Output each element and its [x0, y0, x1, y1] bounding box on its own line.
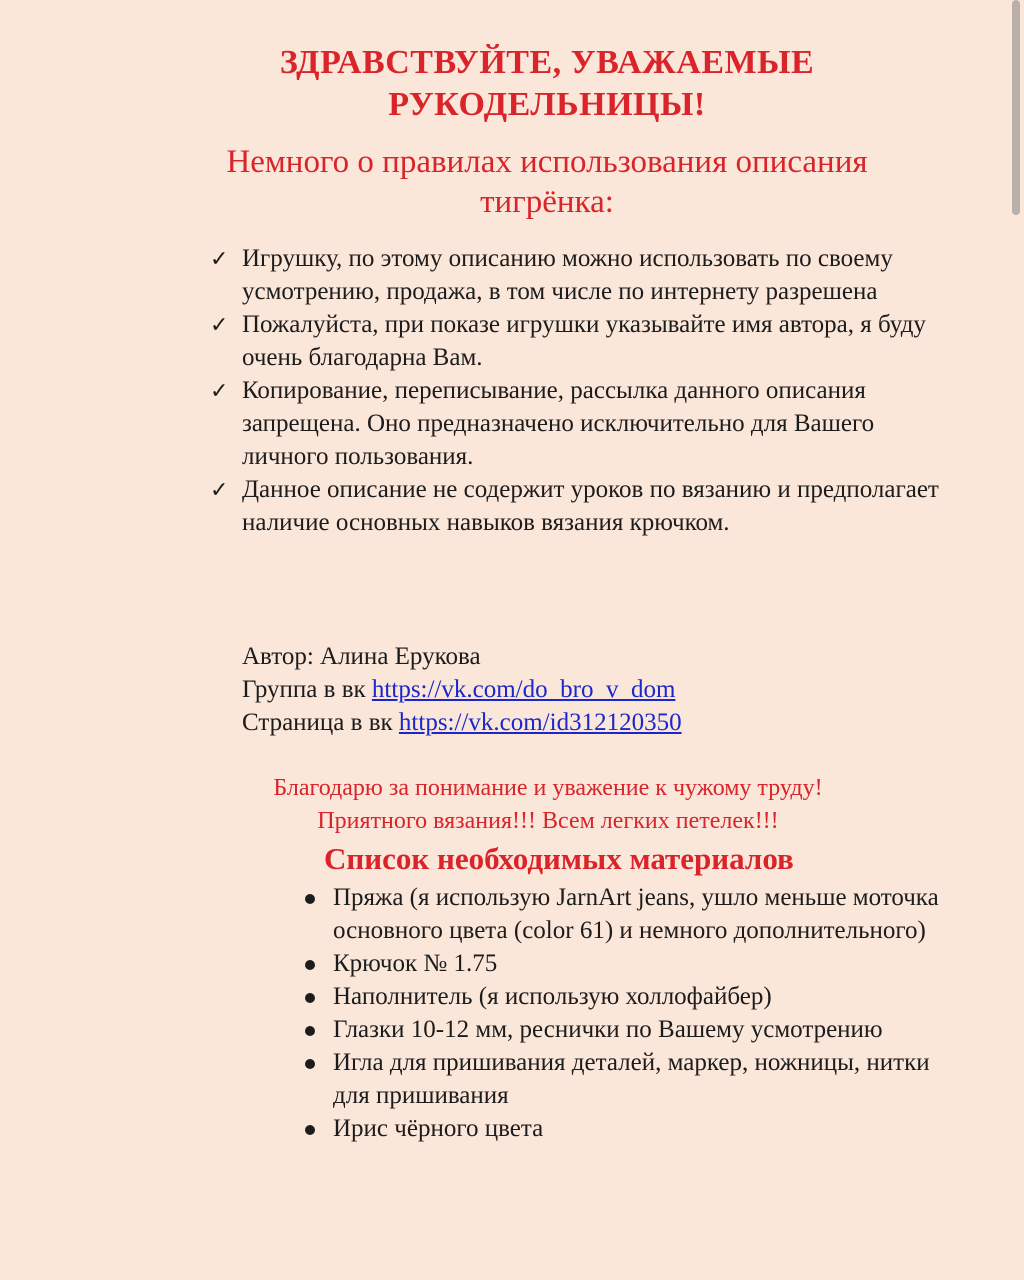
material-text: Наполнитель (я использую холлофайбер) [333, 983, 772, 1010]
bullet-icon [305, 993, 315, 1003]
bullet-icon [305, 1059, 315, 1069]
rules-list [210, 242, 950, 539]
material-item [300, 881, 950, 947]
material-item [300, 980, 950, 1013]
checkmark-icon: ✓ [210, 477, 229, 502]
checkmark-icon: ✓ [210, 378, 229, 403]
material-text: Ирис чёрного цвета [333, 1115, 544, 1142]
checkmark-icon: ✓ [210, 246, 229, 271]
author-name: Автор: Алина Ерукова [242, 643, 481, 670]
rule-text: Игрушку, по этому описанию можно использовать по своему усмотрению, продажа, в том числе по интернету разрешена [242, 245, 893, 305]
checkmark-icon: ✓ [210, 312, 229, 337]
rule-item [210, 242, 950, 308]
subtitle-line-1: Немного о правилах использования описания [226, 144, 868, 180]
bullet-icon [305, 960, 315, 970]
subtitle-line-2: тигрёнка: [480, 184, 614, 220]
rule-text: Пожалуйста, при показе игрушки указывайте имя автора, я буду очень благодарна Вам. [242, 311, 926, 371]
bullet-icon [305, 1026, 315, 1036]
rule-item [210, 308, 950, 374]
material-text: Крючок № 1.75 [333, 950, 498, 977]
page-link[interactable]: https://vk.com/id312120350 [398, 709, 682, 736]
title-line-2: РУКОДЕЛЬНИЦЫ! [388, 86, 706, 123]
material-text: Игла для пришивания деталей, маркер, ножницы, нитки для пришивания [333, 1049, 930, 1109]
page-subtitle [0, 142, 1024, 222]
author-page-line [242, 706, 942, 739]
material-item [300, 1013, 950, 1046]
group-link[interactable]: https://vk.com/do_bro_v_dom [371, 676, 676, 703]
materials-title: Список необходимых материалов [324, 841, 794, 876]
rule-item [210, 473, 950, 539]
page-label: Страница в вк [242, 709, 393, 736]
group-label: Группа в вк [242, 676, 366, 703]
bullet-icon [305, 894, 315, 904]
rule-text: Копирование, переписывание, рассылка данного описания запрещена. Оно предназначено исключительно для Вашего личного пользования. [242, 377, 875, 470]
material-text: Пряжа (я использую JarnArt jeans, ушло меньше моточка основного цвета (color 61) и немного дополнительного) [333, 884, 939, 944]
materials-list [300, 881, 950, 1145]
rule-text: Данное описание не содержит уроков по вязанию и предполагает наличие основных навыков вязания крючком. [242, 476, 939, 536]
title-line-1: ЗДРАВСТВУЙТЕ, УВАЖАЕМЫЕ [279, 44, 815, 81]
bullet-icon [305, 1125, 315, 1135]
thanks-line-1: Благодарю за понимание и уважение к чужому труду! [273, 775, 823, 801]
rule-item [210, 374, 950, 473]
page-title [0, 42, 1024, 126]
thanks-block [0, 772, 1024, 838]
material-item [300, 1046, 950, 1112]
material-item [300, 947, 950, 980]
material-text: Глазки 10-12 мм, реснички по Вашему усмотрению [333, 1016, 883, 1043]
author-group-line [242, 673, 942, 706]
author-block [242, 640, 942, 739]
thanks-line-2: Приятного вязания!!! Всем легких петелек!!! [317, 808, 779, 834]
material-item [300, 1112, 950, 1145]
